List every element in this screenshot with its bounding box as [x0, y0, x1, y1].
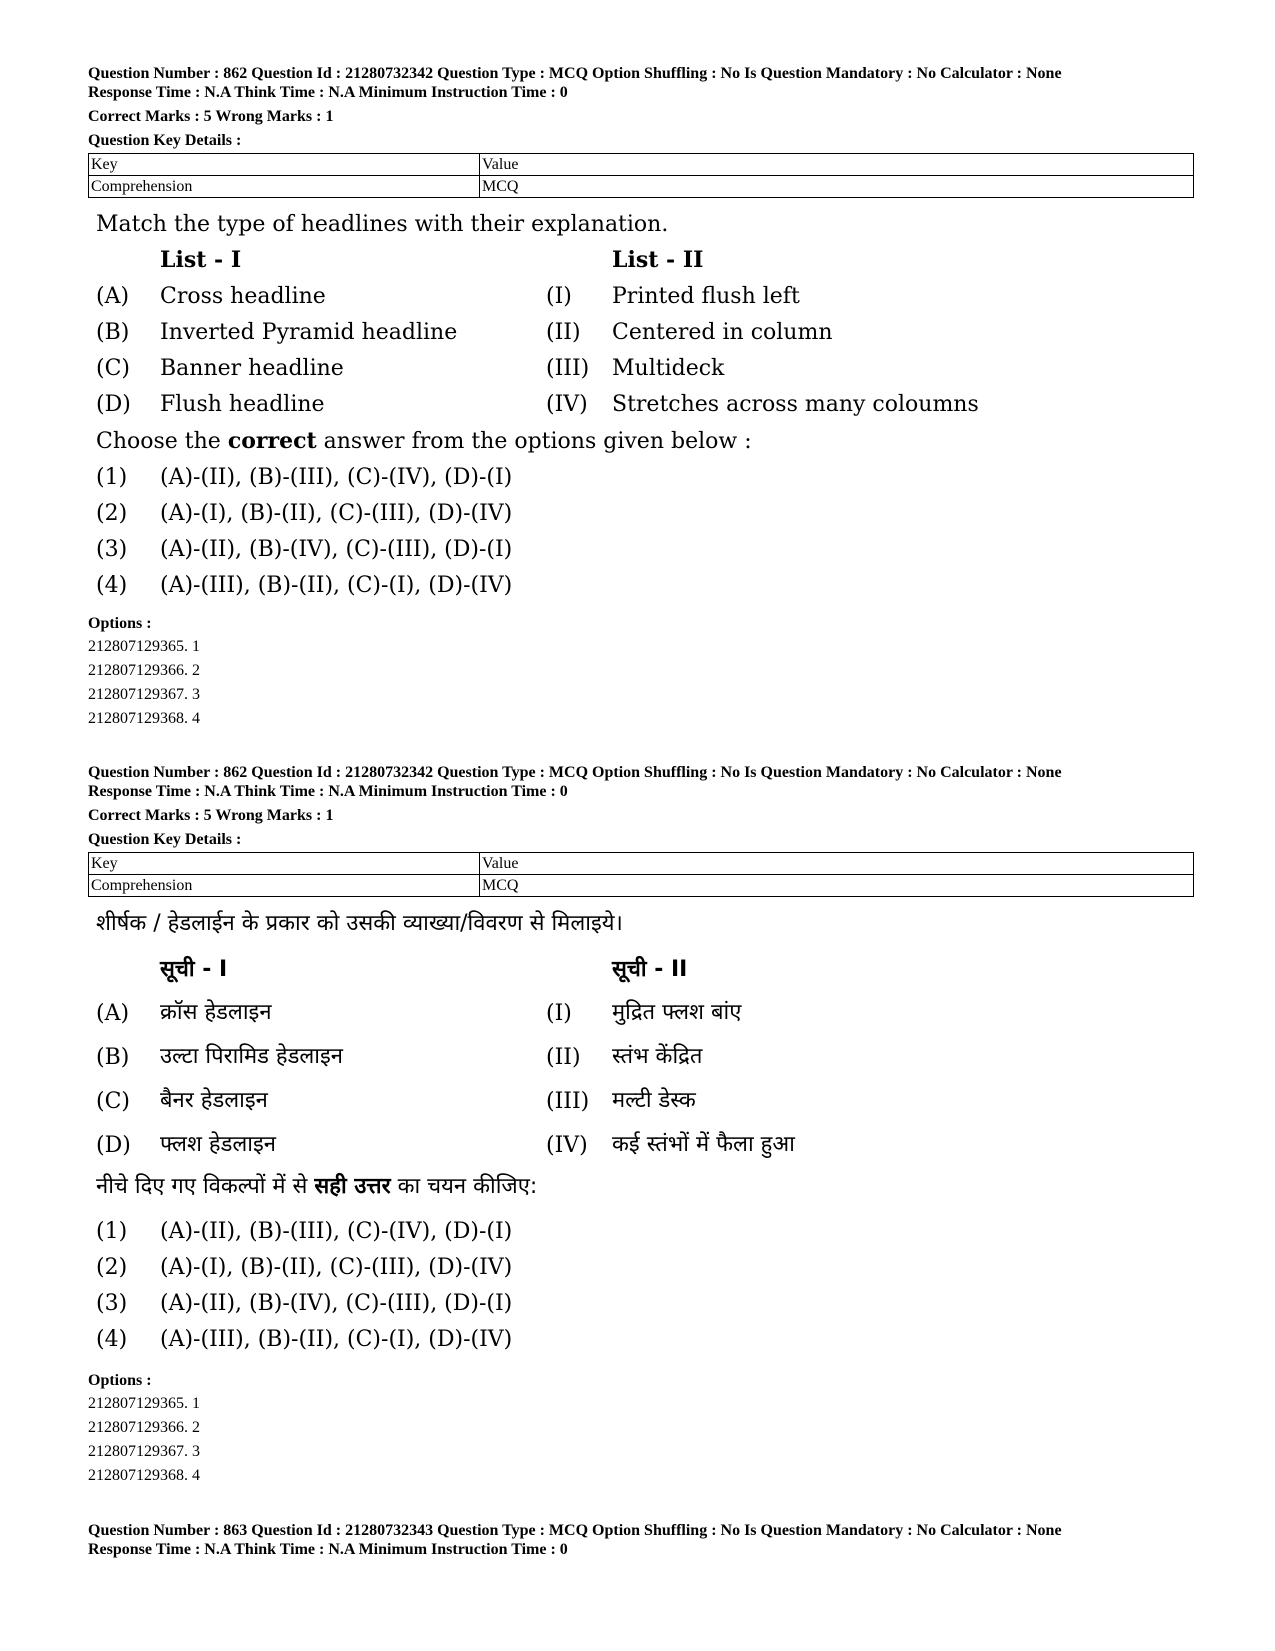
list1-label: (B)	[96, 320, 130, 345]
options-label: Options :	[88, 1372, 152, 1389]
list2-item: Centered in column	[612, 320, 833, 345]
option-id: 212807129365. 1	[88, 638, 200, 655]
list1-label: (D)	[96, 392, 131, 417]
list1-item: Flush headline	[160, 392, 325, 417]
answer-text: (A)-(II), (B)-(IV), (C)-(III), (D)-(I)	[160, 537, 513, 562]
list2-item: मुद्रित फ्लश बांए	[612, 1000, 742, 1025]
list2-label: (I)	[546, 284, 572, 309]
list2-item: Stretches across many coloumns	[612, 392, 979, 417]
key-cell: Comprehension	[89, 875, 480, 897]
answer-text: (A)-(III), (B)-(II), (C)-(I), (D)-(IV)	[160, 1327, 513, 1352]
answer-number: (2)	[96, 501, 128, 526]
list1-heading: List - I	[160, 247, 242, 273]
key-details-label: Question Key Details :	[88, 132, 242, 149]
question-header-line1: Question Number : 863 Question Id : 21280732343 Question Type : MCQ Option Shuffling : No Is Question Mandatory : No Calculator : None	[88, 1522, 1062, 1539]
answer-number: (4)	[96, 573, 128, 598]
list1-label: (A)	[96, 284, 130, 309]
answer-number: (3)	[96, 537, 128, 562]
list1-item: बैनर हेडलाइन	[160, 1088, 268, 1113]
answer-number: (1)	[96, 465, 128, 490]
list2-label: (III)	[546, 356, 590, 381]
key-details-label: Question Key Details :	[88, 831, 242, 848]
list1-label: (D)	[96, 1133, 131, 1158]
list1-label: (B)	[96, 1045, 130, 1070]
list2-item: स्तंभ केंद्रित	[612, 1044, 703, 1069]
answer-number: (4)	[96, 1327, 128, 1352]
option-id: 212807129368. 4	[88, 1467, 200, 1484]
list2-label: (III)	[546, 1089, 590, 1114]
marks-line: Correct Marks : 5 Wrong Marks : 1	[88, 108, 334, 125]
list2-item: कई स्तंभों में फैला हुआ	[612, 1132, 795, 1157]
list1-item: Inverted Pyramid headline	[160, 320, 458, 345]
answer-text: (A)-(II), (B)-(III), (C)-(IV), (D)-(I)	[160, 465, 513, 490]
option-id: 212807129366. 2	[88, 1419, 200, 1436]
key-value-table	[88, 153, 1194, 198]
question-header-line1: Question Number : 862 Question Id : 21280732342 Question Type : MCQ Option Shuffling : No Is Question Mandatory : No Calculator : None	[88, 764, 1062, 781]
choose-instruction: Choose the correct answer from the options given below :	[96, 428, 752, 454]
answer-text: (A)-(II), (B)-(IV), (C)-(III), (D)-(I)	[160, 1291, 513, 1316]
option-id: 212807129366. 2	[88, 662, 200, 679]
list1-item: Cross headline	[160, 284, 326, 309]
answer-number: (2)	[96, 1255, 128, 1280]
list2-item: मल्टी डेस्क	[612, 1088, 696, 1113]
choose-instruction: नीचे दिए गए विकल्पों में से सही उत्तर का चयन कीजिए:	[96, 1174, 538, 1199]
question-header-line2: Response Time : N.A Think Time : N.A Minimum Instruction Time : 0	[88, 84, 568, 101]
list2-item: Multideck	[612, 356, 725, 381]
marks-line: Correct Marks : 5 Wrong Marks : 1	[88, 807, 334, 824]
value-header: Value	[480, 853, 1194, 875]
answer-text: (A)-(I), (B)-(II), (C)-(III), (D)-(IV)	[160, 1255, 513, 1280]
list1-item: फ्लश हेडलाइन	[160, 1132, 277, 1157]
option-id: 212807129367. 3	[88, 1443, 200, 1460]
value-cell: MCQ	[480, 875, 1194, 897]
question-header-line2: Response Time : N.A Think Time : N.A Minimum Instruction Time : 0	[88, 783, 568, 800]
question-header-line1: Question Number : 862 Question Id : 21280732342 Question Type : MCQ Option Shuffling : No Is Question Mandatory : No Calculator : None	[88, 65, 1062, 82]
list1-label: (C)	[96, 1089, 130, 1114]
list2-heading: सूची - II	[612, 957, 688, 982]
value-header: Value	[480, 154, 1194, 176]
list1-item: उल्टा पिरामिड हेडलाइन	[160, 1044, 344, 1069]
list2-heading: List - II	[612, 247, 704, 273]
list1-label: (C)	[96, 356, 130, 381]
option-id: 212807129365. 1	[88, 1395, 200, 1412]
key-header: Key	[89, 853, 480, 875]
list1-item: Banner headline	[160, 356, 344, 381]
answer-text: (A)-(III), (B)-(II), (C)-(I), (D)-(IV)	[160, 573, 513, 598]
question-text: Match the type of headlines with their explanation.	[96, 212, 669, 237]
option-id: 212807129367. 3	[88, 686, 200, 703]
list2-label: (I)	[546, 1001, 572, 1026]
list1-label: (A)	[96, 1001, 130, 1026]
answer-number: (3)	[96, 1291, 128, 1316]
key-value-table	[88, 852, 1194, 897]
value-cell: MCQ	[480, 176, 1194, 198]
question-header-line2: Response Time : N.A Think Time : N.A Minimum Instruction Time : 0	[88, 1541, 568, 1558]
option-id: 212807129368. 4	[88, 710, 200, 727]
key-cell: Comprehension	[89, 176, 480, 198]
list1-heading: सूची - I	[160, 957, 228, 982]
answer-number: (1)	[96, 1219, 128, 1244]
list1-item: क्रॉस हेडलाइन	[160, 1000, 272, 1025]
key-header: Key	[89, 154, 480, 176]
list2-label: (II)	[546, 320, 581, 345]
list2-label: (II)	[546, 1045, 581, 1070]
question-text: शीर्षक / हेडलाईन के प्रकार को उसकी व्याख्या/विवरण से मिलाइये।	[96, 911, 623, 936]
answer-text: (A)-(I), (B)-(II), (C)-(III), (D)-(IV)	[160, 501, 513, 526]
answer-text: (A)-(II), (B)-(III), (C)-(IV), (D)-(I)	[160, 1219, 513, 1244]
options-label: Options :	[88, 615, 152, 632]
list2-label: (IV)	[546, 392, 588, 417]
list2-item: Printed flush left	[612, 284, 800, 309]
list2-label: (IV)	[546, 1133, 588, 1158]
